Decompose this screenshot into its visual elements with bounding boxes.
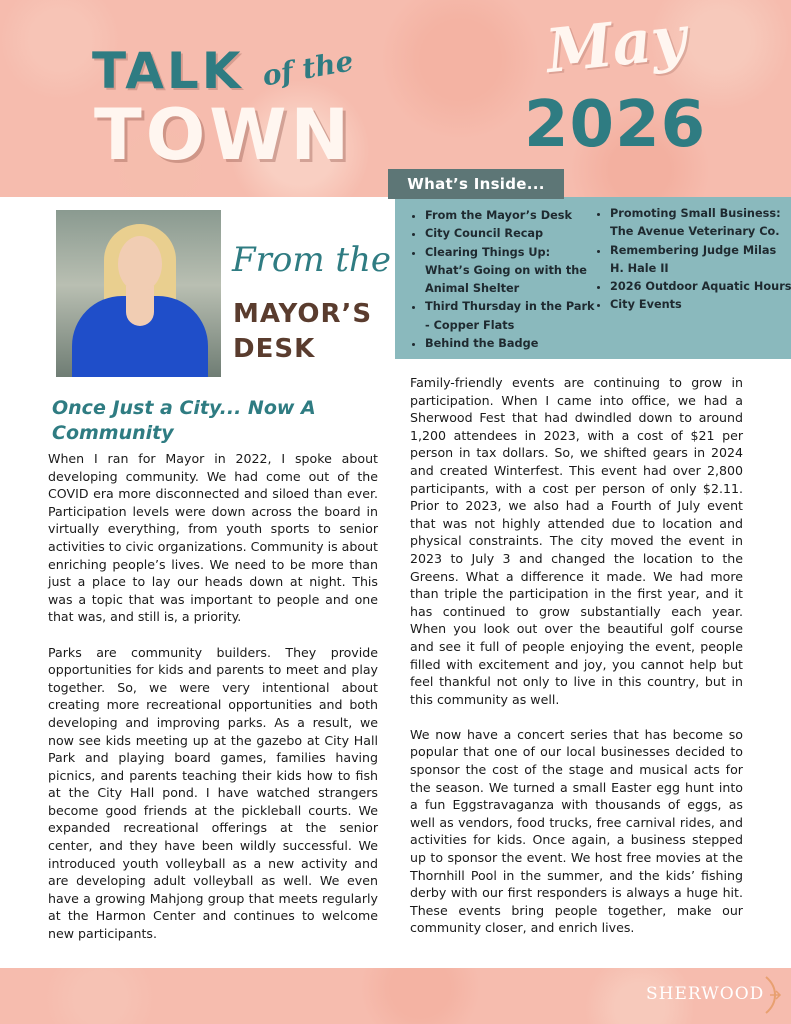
list-item: • Promoting Small Business: The Avenue Veterinary Co.	[610, 205, 791, 242]
list-item: • Remembering Judge Milas H. Hale II	[610, 242, 791, 279]
list-item: • City Council Recap	[425, 225, 597, 243]
paragraph: Parks are community builders. They provide opportunities for kids and parents to meet and play together. So, we were very intentional about creating more recreational opportunities and both developing and improving parks. As a result, we now see kids meeting up at the gazebo at City Hall Park and playing board games, families having picnics, and parents teaching their kids how to fish at the City Hall pond. I have watched strangers become good friends at the pickleball courts. We expanded recreational offerings at the senior center, and they have been wildly successful. We introduced youth volleyball as a new activity and are developing adult volleyball as well. We even have a growing Mahjong group that meets regularly at the Harmon Center and continues to welcome new participants.	[48, 644, 378, 942]
paragraph: We now have a concert series that has become so popular that one of our local businesses decided to sponsor the cost of the stage and musical acts for the season. We turned a small Easter egg hunt into a fun Eggstravaganza with thousands of eggs, as well as vendors, food trucks, free carnival rides, and activities for kids. Once again, a business stepped up to sponsor the event. We host free movies at the Thornhill Pool in the summer, and the kids’ fishing derby with our first responders is always a huge hit. These events bring people together, make our community closer, and enrich lives.	[410, 726, 743, 936]
list-item: • From the Mayor’s Desk	[425, 207, 597, 225]
mayor-photo	[56, 210, 221, 377]
paragraph: Family-friendly events are continuing to grow in participation. When I came into office, we had a Sherwood Fest that had dwindled down to around 1,200 attendees in 2023, with a cost of $21 per person in tax dollars. So, we shifted gears in 2024 and created Winterfest. This event had over 2,800 participants, with a cost per person of only $2.11. Prior to 2023, we also had a Fourth of July event that was not highly attended due to location and physical constraints. The city moved the event in 2023 to July 3 and changed the location to the Greens. What a difference it made. We had more than triple the participation in the first year, and it has continued to grow substantially each year. When you look out over the beautiful golf course and see it full of people enjoying the event, people filled with excitement and joy, you cannot help but feel thankful not only to live in this country, but in this community as well.	[410, 375, 743, 707]
article-title: Once Just a City... Now A Community	[52, 397, 316, 444]
section-mayors: MAYOR’S	[233, 299, 373, 329]
list-item: • Clearing Things Up: What’s Going on with the Animal Shelter	[425, 244, 597, 299]
whats-inside-list-right	[594, 205, 791, 315]
list-item: • Behind the Badge	[425, 335, 597, 353]
whats-inside-tab: What’s Inside...	[388, 169, 564, 199]
list-item: • 2026 Outdoor Aquatic Hours	[610, 278, 791, 296]
list-item: • City Events	[610, 296, 791, 314]
masthead-talk: TALK	[92, 42, 244, 100]
paragraph: When I ran for Mayor in 2022, I spoke about developing community. We had come out of the COVID era more disconnected and siloed than ever. Participation levels were down across the board in virtually everything, from youth sports to senior activities to civic organizations. Community is about enriching people’s lives. We need to be more than just a place to lay our heads down at night. This was a topic that was important to people and one that was, and still is, a priority.	[48, 451, 378, 625]
masthead-town: TOWN	[94, 94, 354, 176]
whats-inside-box	[395, 197, 791, 359]
photo-face	[118, 236, 162, 292]
section-from-the: From the	[232, 240, 392, 280]
sherwood-logo: SHERWOOD	[646, 984, 765, 1004]
list-item: • Third Thursday in the Park - Copper Flats	[425, 298, 597, 335]
photo-neck	[126, 286, 154, 326]
issue-month: May	[542, 2, 690, 88]
article-column-left	[48, 450, 378, 960]
logo-arrow-icon	[762, 975, 782, 1015]
masthead-of-the: of the	[259, 44, 356, 93]
section-desk: DESK	[233, 334, 316, 364]
issue-year: 2026	[524, 88, 707, 162]
article-column-right	[410, 374, 743, 955]
whats-inside-list-left	[409, 207, 597, 353]
